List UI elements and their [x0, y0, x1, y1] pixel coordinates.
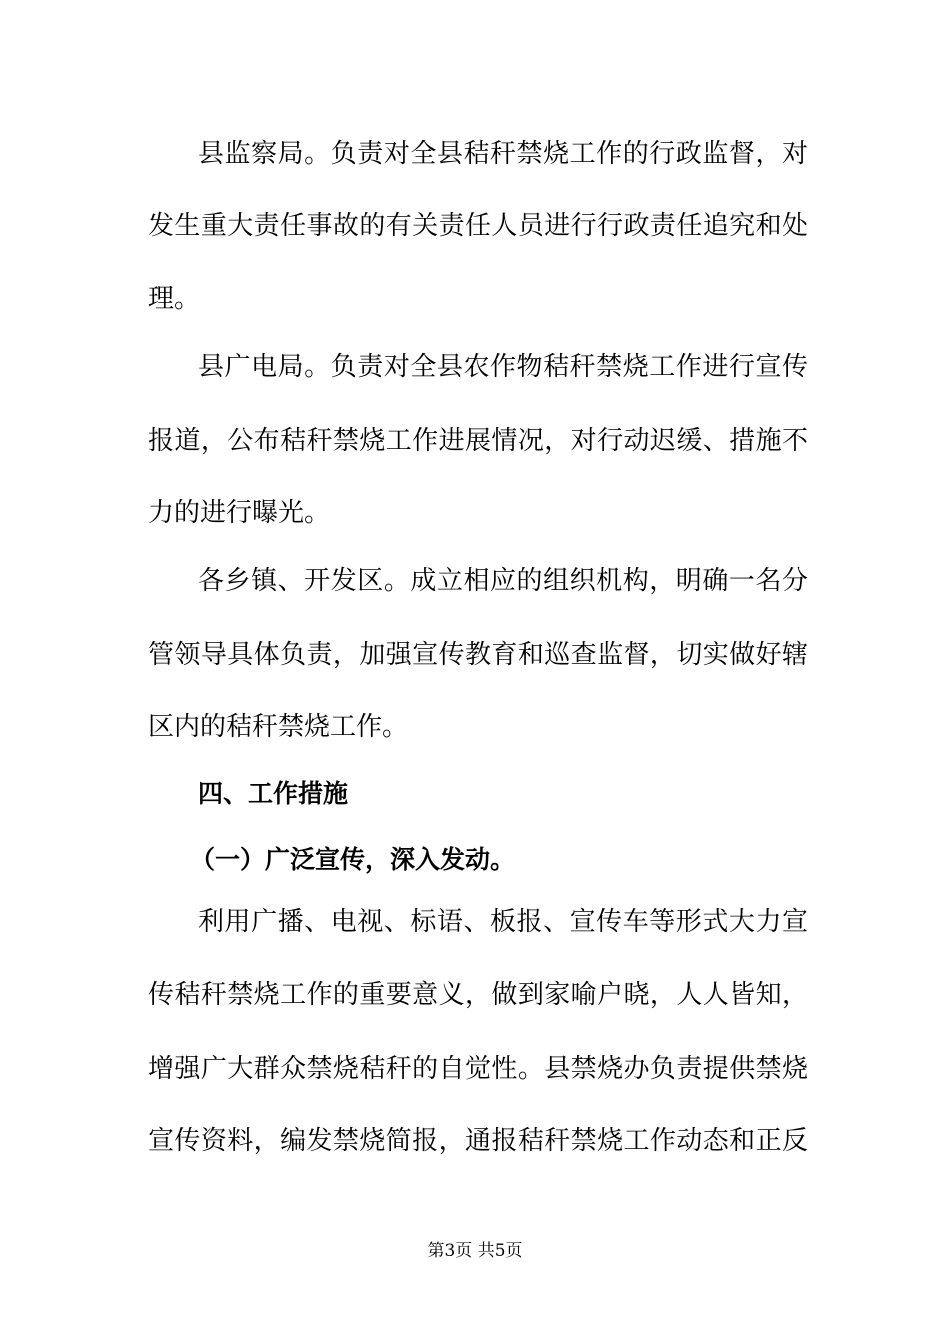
paragraph-line: 发生重大责任事故的有关责任人员进行行政责任追究和处: [148, 211, 808, 241]
paragraph-line: 传秸秆禁烧工作的重要意义，做到家喻户晓，人人皆知，: [148, 980, 808, 1010]
paragraph-line: 宣传资料，编发禁烧简报，通报秸秆禁烧工作动态和正反: [148, 1126, 808, 1156]
paragraph-line: 力的进行曝光。: [148, 498, 331, 528]
paragraph-line: 区内的秸秆禁烧工作。: [148, 712, 409, 742]
paragraph-line: 县广电局。负责对全县农作物秸秆禁烧工作进行宣传: [198, 352, 808, 382]
paragraph-line: 县监察局。负责对全县秸秆禁烧工作的行政监督，对: [198, 139, 808, 169]
paragraph-line: 报道，公布秸秆禁烧工作进展情况，对行动迟缓、措施不: [148, 426, 808, 456]
paragraph-line: 理。: [148, 284, 201, 314]
paragraph-line: 各乡镇、开发区。成立相应的组织机构，明确一名分: [198, 566, 808, 596]
page-number-footer: 第3页 共5页: [427, 1241, 523, 1261]
section-heading: 四、工作措施: [198, 779, 349, 808]
paragraph-line: 管领导具体负责，加强宣传教育和巡查监督，切实做好辖: [148, 640, 808, 670]
subsection-heading: （一）广泛宣传，深入发动。: [190, 845, 516, 874]
paragraph-line: 增强广大群众禁烧秸秆的自觉性。县禁烧办负责提供禁烧: [148, 1054, 808, 1084]
paragraph-line: 利用广播、电视、标语、板报、宣传车等形式大力宣: [198, 907, 808, 937]
